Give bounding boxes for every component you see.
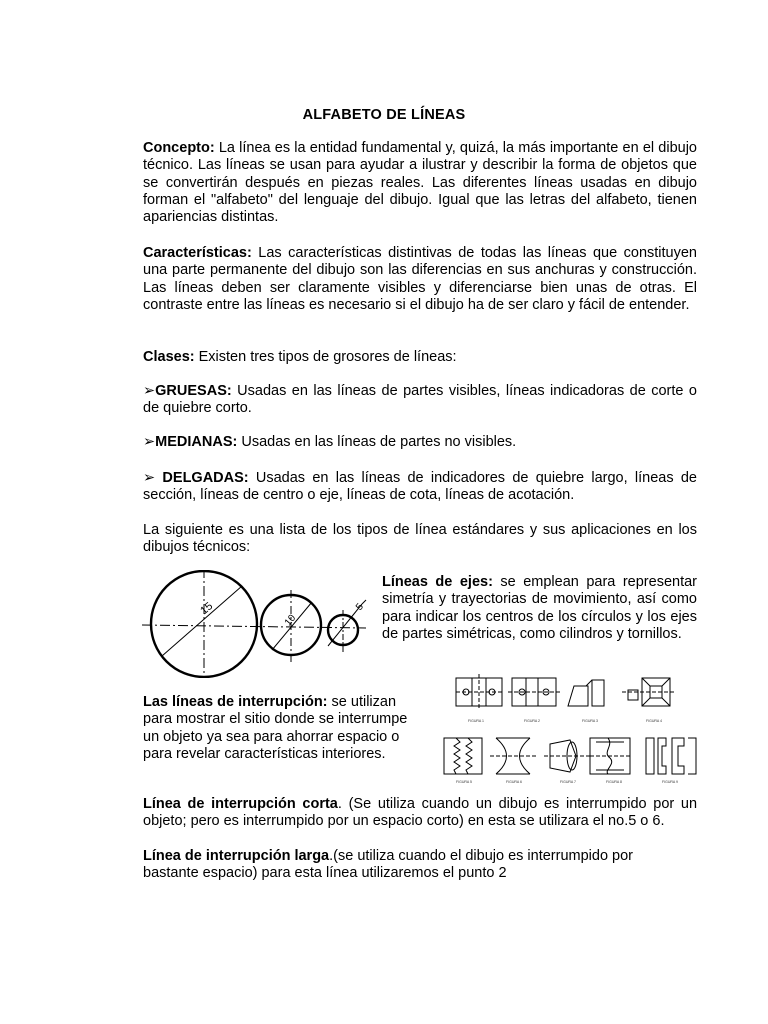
break-lines-figures bbox=[440, 670, 702, 790]
arrow-bullet-icon: ➢ bbox=[143, 383, 156, 399]
interrupcion-text: se utilizan para mostrar el sitio donde se interrumpe un objeto ya sea para ahorrar espacio o para revelar características interiores. bbox=[143, 694, 408, 762]
interrupcion-corta-text: . (Se utiliza cuando un dibujo es interrumpido por un objeto; pero es interrumpido por un espacio corto) en esta se utilizara el no.5 o 6. bbox=[143, 796, 698, 830]
concepto-paragraph bbox=[143, 140, 697, 226]
page-title: ALFABETO DE LÍNEAS bbox=[302, 107, 466, 123]
dimension-label-10: 10 bbox=[282, 612, 299, 629]
caracteristicas-label: Características: bbox=[143, 245, 252, 261]
concepto-text: La línea es la entidad fundamental y, quizá, la más importante en el dibujo técnico. Las líneas se usan para ayudar a ilustrar y describir la forma de objetos que se convertirán después en piezas reales. Las diferentes líneas usadas en dibujo forman el "alfabeto" del lenguaje del dibujo. Igual que las letras del alfabeto, tienen apariencias distintas. bbox=[143, 140, 697, 226]
gruesas-label: GRUESAS: bbox=[155, 383, 232, 399]
lineas-ejes-text: se emplean para representar simetría y trayectorias de movimiento, así como para indicar los centros de los círculos y los ejes de partes simétricas, como cilindros y tornillos. bbox=[382, 574, 697, 642]
gruesas-text: Usadas en las líneas de partes visibles, líneas indicadoras de corte o de quiebre corto. bbox=[143, 383, 697, 417]
lineas-ejes-paragraph bbox=[382, 574, 697, 643]
gruesas-item bbox=[143, 383, 697, 418]
arrow-bullet-icon: ➢ bbox=[143, 434, 156, 450]
interrupcion-corta-paragraph bbox=[143, 796, 697, 831]
interrupcion-corta-label: Línea de interrupción corta bbox=[143, 796, 338, 812]
figure-caption-3: FIGURA 3 bbox=[582, 719, 598, 723]
figure-caption-5: FIGURA 5 bbox=[456, 780, 472, 784]
center-lines-circles-figure bbox=[140, 570, 378, 678]
caracteristicas-text: Las características distintivas de todas las líneas que constituyen una parte permanente del dibujo son las diferencias en sus anchuras y construcción. Las líneas deben ser claramente visibles y diferenciarse bien unas de otras. El contraste entre las líneas es necesario si el dibujo ha de ser claro y fácil de entender. bbox=[143, 245, 697, 313]
interrupcion-larga-label: Línea de interrupción larga bbox=[143, 848, 330, 864]
delgadas-text: Usadas en las líneas de indicadores de quiebre largo, líneas de sección, líneas de centro o eje, líneas de cota, líneas de acotación. bbox=[143, 470, 697, 504]
figure-caption-7: FIGURA 7 bbox=[560, 780, 576, 784]
delgadas-label: DELGADAS: bbox=[162, 470, 249, 486]
interrupcion-paragraph bbox=[143, 694, 423, 763]
figure-caption-9: FIGURA 9 bbox=[662, 780, 678, 784]
interrupcion-label: Las líneas de interrupción: bbox=[143, 694, 328, 710]
figure-caption-6: FIGURA 6 bbox=[506, 780, 522, 784]
clases-paragraph bbox=[143, 349, 697, 366]
caracteristicas-paragraph bbox=[143, 245, 697, 314]
interrupcion-larga-paragraph bbox=[143, 848, 663, 883]
medianas-item bbox=[143, 434, 697, 451]
medianas-text: Usadas en las líneas de partes no visibles. bbox=[237, 434, 517, 450]
concepto-label: Concepto: bbox=[143, 140, 215, 156]
clases-text: Existen tres tipos de grosores de líneas: bbox=[194, 349, 457, 365]
dimension-label-15: 15 bbox=[198, 600, 216, 618]
lineas-ejes-label: Líneas de ejes: bbox=[382, 574, 493, 590]
dimension-label-5: 5 bbox=[354, 601, 367, 613]
figure-caption-1: FIGURA 1 bbox=[468, 719, 484, 723]
medianas-label: MEDIANAS: bbox=[155, 434, 238, 450]
delgadas-item bbox=[143, 470, 697, 505]
clases-label: Clases: bbox=[143, 349, 195, 365]
lista-intro-paragraph: La siguiente es una lista de los tipos de línea estándares y sus aplicaciones en los dibujos técnicos: bbox=[143, 522, 697, 556]
figure-caption-4: FIGURA 4 bbox=[646, 719, 662, 723]
figure-caption-8: FIGURA 8 bbox=[606, 780, 622, 784]
interrupcion-larga-text: .(se utiliza cuando el dibujo es interrumpido por bastante espacio) para esta línea utilizaremos el punto 2 bbox=[143, 848, 633, 882]
arrow-bullet-icon: ➢ bbox=[143, 470, 163, 486]
figure-caption-2: FIGURA 2 bbox=[524, 719, 540, 723]
